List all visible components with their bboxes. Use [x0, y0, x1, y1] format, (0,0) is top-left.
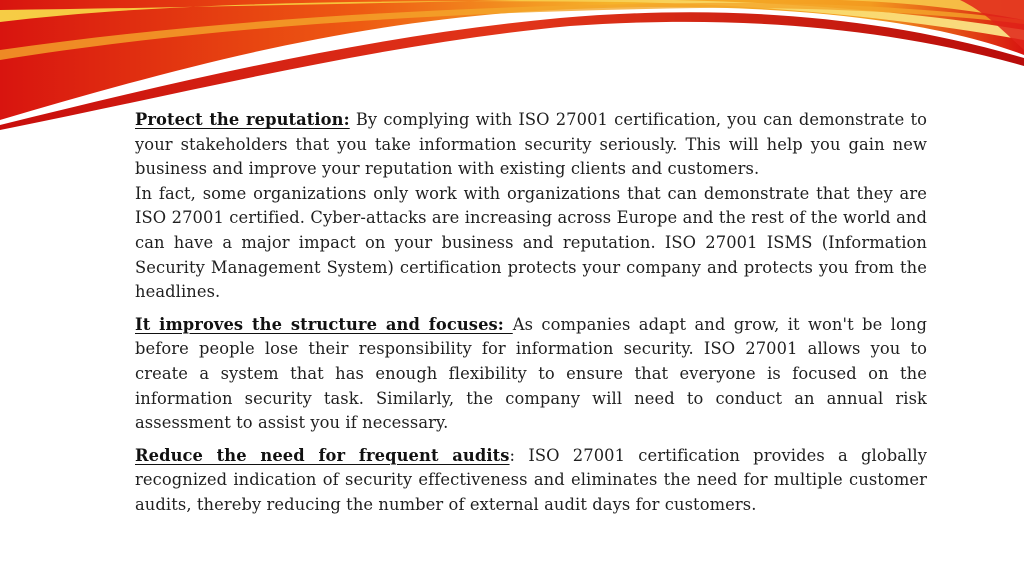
text-reduce-audits: : ISO 27001 certification provides a globally recognized indication of security effectiveness and eliminates the need for multiple customer audits, thereby reducing the number of external audit days for customers.	[135, 445, 927, 514]
slide-body	[135, 108, 927, 518]
text-protect-reputation: By complying with ISO 27001 certification, you can demonstrate to your stakeholders that you take information security seriously. This will help you gain new business and improve your reputation with existing clients and customers.	[135, 110, 927, 179]
text-in-fact: In fact, some organizations only work with organizations that can demonstrate that they are ISO 27001 certified. Cyber-attacks are increasing across Europe and the rest of the world and can have a major impact on your business and reputation. ISO 27001 ISMS (Information Security Management System) certification protects your company and protects you from the headlines.	[135, 183, 927, 302]
heading-improves-structure: It improves the structure and focuses:	[135, 314, 513, 334]
text-improves-structure: As companies adapt and grow, it won't be long before people lose their responsibility for information security. ISO 27001 allows you to create a system that has enough flexibility to ensure that everyone is focused on the information security task. Similarly, the company will need to conduct an annual risk assessment to assist you if necessary.	[135, 314, 927, 433]
heading-protect-reputation: Protect the reputation:	[135, 110, 350, 129]
paragraph-improves-structure	[135, 313, 927, 436]
paragraph-in-fact	[135, 182, 927, 305]
paragraph-reduce-audits	[135, 444, 927, 518]
paragraph-protect-reputation	[135, 108, 927, 182]
heading-reduce-audits: Reduce the need for frequent audits	[135, 445, 510, 465]
